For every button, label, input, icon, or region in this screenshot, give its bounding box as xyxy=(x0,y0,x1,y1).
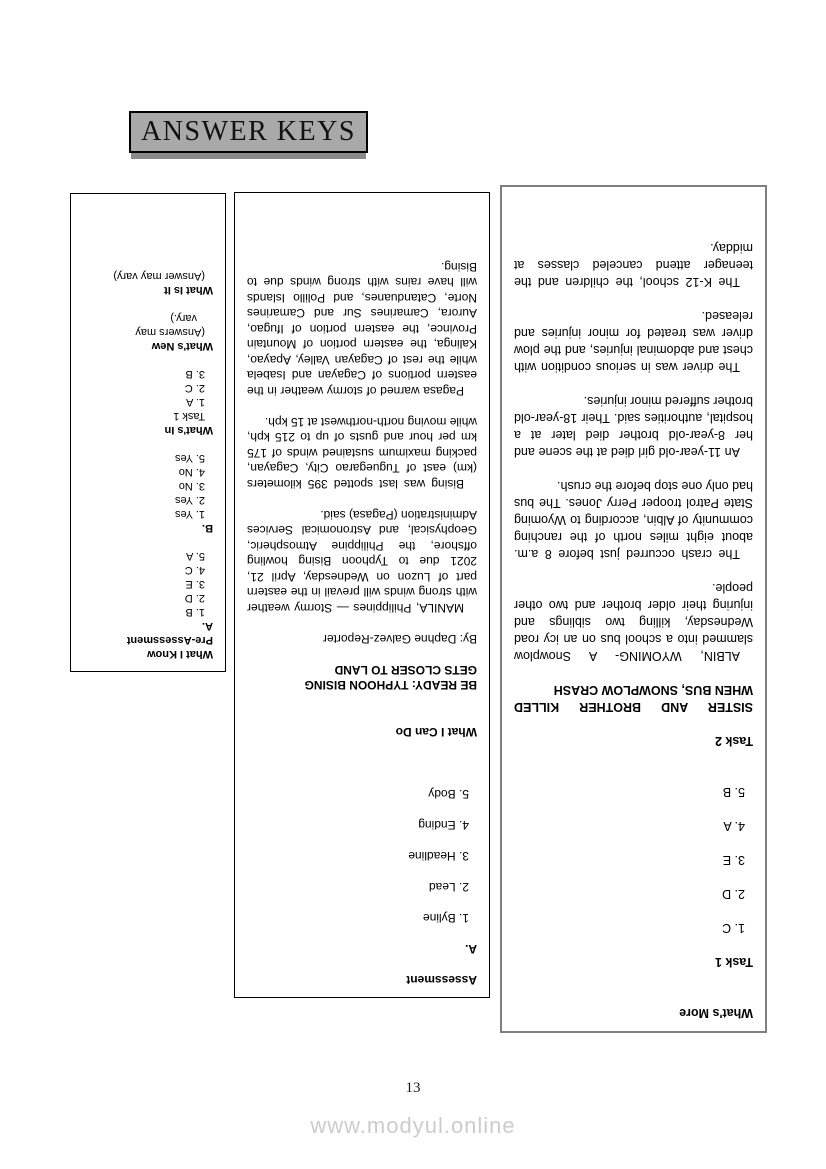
spacer xyxy=(247,398,477,414)
spacer xyxy=(247,925,477,941)
spacer xyxy=(514,987,753,1004)
spacer xyxy=(247,646,477,662)
answer-line: 1. Byline xyxy=(422,911,469,925)
answer-line: vary.) xyxy=(170,312,197,324)
spacer xyxy=(514,664,753,681)
spacer xyxy=(247,708,477,724)
answer-line: 4. A xyxy=(723,819,745,833)
answer-line: 5. Yes xyxy=(175,452,205,464)
article-paragraph: An 11-year-old girl died at the scene and her 8-year-old brother died later at a hospital, authorities said. Their 18-year-old brother suffered minor injuries. xyxy=(514,394,753,459)
article-headline: SISTER AND BROTHER KILLED xyxy=(514,700,753,714)
answer-line: 4. Ending xyxy=(418,818,469,832)
spacer xyxy=(514,460,753,477)
answer-line: 3. B xyxy=(185,368,205,380)
section-heading: What's More xyxy=(679,1006,753,1020)
spacer xyxy=(83,437,213,451)
article-paragraph: Pagasa warned of stormy weather in the eastern portions of Cagayan and Isabela while the rest of Cagayan Valley, Apayao, Kalinga, the eastern portion of Mountain Province, the eastern portion of Ifugao, Aurora, Camarines Sur and Camarines Norte, Catanduanes, and Polillo Islands will have rains with strong winds due to Bising. xyxy=(247,260,477,398)
answer-line: (Answer may vary) xyxy=(113,270,205,282)
spacer xyxy=(83,297,213,311)
answer-line: 3. Headline xyxy=(408,849,469,863)
watermark: www.modyul.online xyxy=(310,1113,516,1138)
spacer xyxy=(514,902,753,919)
answer-line: 1. A xyxy=(186,396,205,408)
article-paragraph: The K-12 school, the children and the teenager attend canceled classes at midday. xyxy=(514,241,753,289)
section-heading: B. xyxy=(202,522,213,534)
section-heading: Task 2 xyxy=(715,734,753,748)
article-paragraph: MANILA, Philippines — Stormy weather with strong winds will prevail in the eastern part of Luzon on Wednesday, April 21, 2021 due to Typhoon Bising howling offshore, the Philippine Atmospheric, Geophysical, and Astronomical Services Administration (Pagasa) said. xyxy=(247,508,477,615)
article-paragraph: The crash occurred just before 8 a.m. about eight miles north of the ranching community of Albin, according to Wyoming State Patrol trooper Perry Jones. The bus had only one stop before the crush. xyxy=(514,479,753,561)
page-title: ANSWER KEYS xyxy=(129,111,368,153)
answer-line: 5. Body xyxy=(428,787,469,801)
answer-line: 2. D xyxy=(722,887,745,901)
spacer xyxy=(247,894,477,910)
spacer xyxy=(514,562,753,579)
spacer xyxy=(514,868,753,885)
answer-line: 1. C xyxy=(722,921,745,935)
spacer xyxy=(514,766,753,783)
section-heading: WHEN BUS, SNOWPLOW CRASH xyxy=(553,683,753,697)
spacer xyxy=(247,801,477,817)
answer-line: (Answers may xyxy=(135,326,205,338)
answer-line: 4. No xyxy=(178,466,205,478)
spacer xyxy=(514,834,753,851)
page-number: 13 xyxy=(405,1080,421,1096)
answer-line: 2. Lead xyxy=(428,880,469,894)
section-heading: What Is It xyxy=(164,284,213,296)
section-heading: What's New xyxy=(151,340,213,352)
spacer xyxy=(83,535,213,549)
answer-panel-middle xyxy=(234,192,490,998)
section-heading: BE READY: TYPHOON BISING xyxy=(304,678,477,693)
spacer xyxy=(514,749,753,766)
section-heading: What I Can Do xyxy=(395,725,477,739)
rotated-text-block xyxy=(502,187,765,1031)
spacer xyxy=(514,800,753,817)
spacer xyxy=(247,832,477,848)
spacer xyxy=(514,290,753,307)
section-heading: What I Know xyxy=(147,648,213,660)
spacer xyxy=(514,375,753,392)
spacer xyxy=(247,491,477,507)
answer-line: 2. C xyxy=(184,382,205,394)
rotated-text-block xyxy=(71,194,225,671)
answer-panel-right xyxy=(500,185,767,1033)
spacer xyxy=(514,936,753,953)
answer-line: 3. E xyxy=(722,853,745,867)
section-heading: Task 1 xyxy=(715,955,753,969)
section-heading: Pre-Assessment xyxy=(126,634,213,646)
answer-line: 5. A xyxy=(186,550,205,562)
section-heading: What's In xyxy=(164,424,213,436)
answer-line: 1. Yes xyxy=(175,508,205,520)
spacer xyxy=(514,715,753,732)
answer-panel-left xyxy=(70,193,226,672)
spacer xyxy=(83,353,213,367)
spacer xyxy=(247,956,477,972)
spacer xyxy=(247,739,477,755)
section-heading: A. xyxy=(465,942,477,956)
spacer xyxy=(247,755,477,771)
spacer xyxy=(247,615,477,631)
section-heading: Assessment xyxy=(406,973,477,987)
section-heading: GETS CLOSER TO LAND xyxy=(334,663,477,677)
answer-line: 4. C xyxy=(184,564,205,576)
spacer xyxy=(247,770,477,786)
answer-line: Task 1 xyxy=(173,410,205,422)
spacer xyxy=(247,693,477,709)
answer-line: 5. B xyxy=(722,785,745,799)
article-paragraph: ALBIN, WYOMING- A Snowplow slammed into a school bus on an icy road Wednesday, killing two siblings and injuring their older brother and two other people. xyxy=(514,581,753,663)
answer-line: 3. E xyxy=(185,578,205,590)
answer-line: 1. B xyxy=(185,606,205,618)
article-paragraph: The driver was in serious condition with chest and abdominal injuries, and the plow driver was treated for minor injuries and released. xyxy=(514,309,753,374)
article-paragraph: Bising was last spotted 395 kilometers (km) east of Tuguegarao City, Cagayan, packing maximum sustained winds of 175 km per hour and gusts of up to 215 kph, while moving north-northwest at 15 kph. xyxy=(247,415,477,491)
spacer xyxy=(514,970,753,987)
answer-line: 2. D xyxy=(184,592,205,604)
text-line: By: Daphne Galvez-Reporter xyxy=(322,632,477,646)
rotated-text-block xyxy=(235,193,489,997)
spacer xyxy=(247,863,477,879)
answer-line: 3. No xyxy=(178,480,205,492)
answer-line: 2. Yes xyxy=(175,494,205,506)
section-heading: A. xyxy=(202,620,213,632)
